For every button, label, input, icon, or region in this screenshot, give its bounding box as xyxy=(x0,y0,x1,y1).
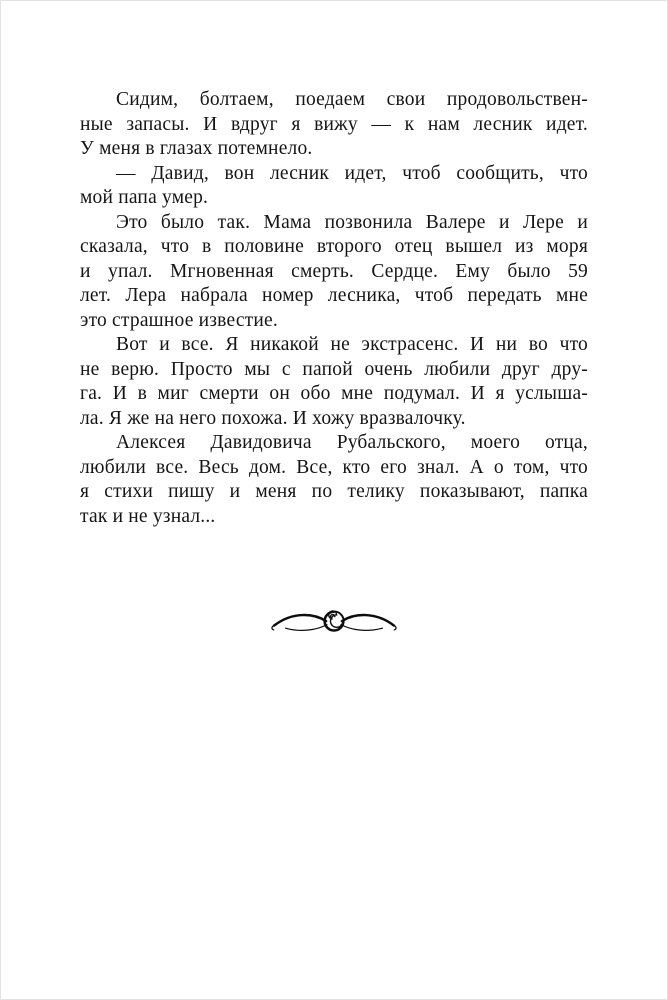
paragraph xyxy=(80,333,588,431)
paragraph xyxy=(80,162,588,211)
text-line: это страшное известие. xyxy=(80,309,278,331)
paragraph xyxy=(80,431,588,529)
rose-flourish-icon xyxy=(268,603,400,641)
text-line: мой папа умер. xyxy=(80,187,209,208)
text-line: Это было так. Мама позвонила Валере и Лере и xyxy=(116,211,588,233)
paragraph xyxy=(80,211,588,334)
text-line: ла. Я же на него похожа. И хожу вразвалочку. xyxy=(80,407,466,429)
text-line: так и не узнал... xyxy=(80,505,216,527)
text-line: не верю. Просто мы с папой очень любили друг дру- xyxy=(80,358,588,380)
text-line: — Давид, вон лесник идет, чтоб сообщить, что xyxy=(116,162,588,184)
ornament-row xyxy=(0,603,668,641)
text-block xyxy=(80,88,588,529)
text-line: У меня в глазах потемнело. xyxy=(80,138,313,159)
text-line: любили все. Весь дом. Все, кто его знал. А о том, что xyxy=(80,456,588,478)
text-line: ные запасы. И вдруг я вижу — к нам лесник идет. xyxy=(80,113,588,135)
text-line: Сидим, болтаем, поедаем свои продовольствен- xyxy=(116,89,588,110)
text-line: сказала, что в половине второго отец вышел из моря xyxy=(80,236,588,257)
text-line: я стихи пишу и меня по телику показывают, папка xyxy=(80,481,588,502)
paragraph xyxy=(80,88,588,162)
text-line: лет. Лера набрала номер лесника, чтоб передать мне xyxy=(80,285,588,306)
text-line: Вот и все. Я никакой не экстрасенс. И ни во что xyxy=(116,334,588,355)
text-line: га. И в миг смерти он обо мне подумал. И я услыша- xyxy=(80,383,588,404)
text-line: Алексея Давидовича Рубальского, моего отца, xyxy=(116,432,588,453)
text-line: и упал. Мгновенная смерть. Сердце. Ему было 59 xyxy=(80,260,588,282)
